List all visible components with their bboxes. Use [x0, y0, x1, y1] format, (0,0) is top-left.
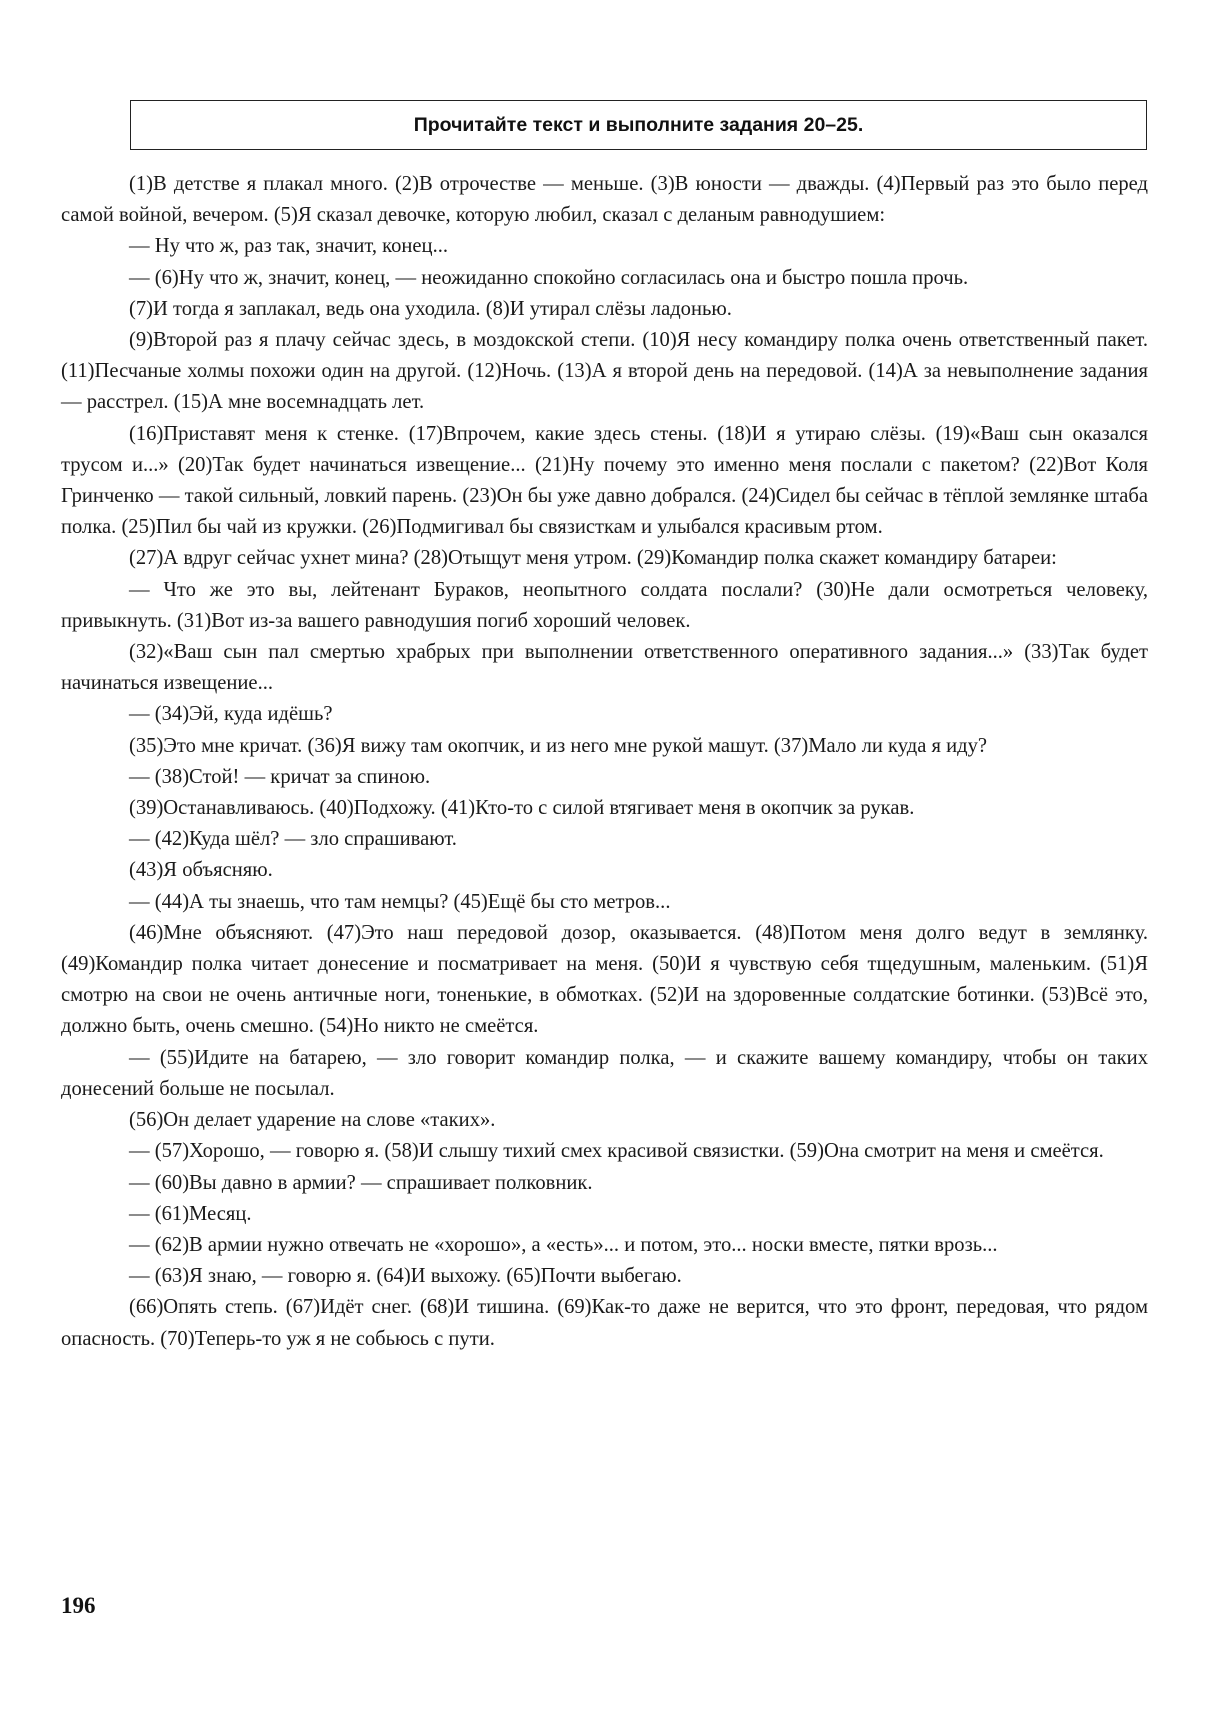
paragraph: — Что же это вы, лейтенант Бураков, неопытного солдата послали? (30)Не дали осмотреться человеку, привыкнуть. (31)Вот из-за вашего равнодушия погиб хороший человек.: [61, 578, 1148, 632]
paragraph: — (44)А ты знаешь, что там немцы? (45)Ещё бы сто метров...: [129, 890, 671, 913]
story-text: [61, 169, 1148, 1355]
paragraph: (35)Это мне кричат. (36)Я вижу там окопчик, и из него мне рукой машут. (37)Мало ли куда я иду?: [129, 734, 988, 757]
task-header-box: [130, 100, 1147, 150]
paragraph: — (55)Идите на батарею, — зло говорит командир полка, — и скажите вашему командиру, чтобы он таких донесений больше не посылал.: [61, 1046, 1148, 1100]
task-header-title: Прочитайте текст и выполните задания 20–25.: [413, 113, 864, 136]
paragraph: (39)Останавливаюсь. (40)Подхожу. (41)Кто-то с силой втягивает меня в окопчик за рукав.: [129, 797, 915, 820]
paragraph: (56)Он делает ударение на слове «таких».: [129, 1109, 496, 1132]
paragraph: — (38)Стой! — кричат за спиною.: [129, 765, 431, 788]
paragraph: (46)Мне объясняют. (47)Это наш передовой дозор, оказывается. (48)Потом меня долго ведут в землянку. (49)Командир полка читает донесение и посматривает на меня. (50)И я чувствую себя тщедушным, маленьким. (51)Я смотрю на свои не очень античные ноги, тоненькие, в обмотках. (52)И на здоровенные солдатские ботинки. (53)Всё это, должно быть, очень смешно. (54)Но никто не смеётся.: [61, 921, 1148, 1038]
paragraph: — (60)Вы давно в армии? — спрашивает полковник.: [129, 1171, 593, 1194]
paragraph: (16)Приставят меня к стенке. (17)Впрочем, какие здесь стены. (18)И я утираю слёзы. (19)«Ваш сын оказался трусом и...» (20)Так будет начинаться извещение... (21)Ну почему это именно меня послали с пакетом? (22)Вот Коля Гринченко — такой сильный, ловкий парень. (23)Он бы уже давно добрался. (24)Сидел бы сейчас в тёплой землянке штаба полка. (25)Пил бы чай из кружки. (26)Подмигивал бы связисткам и улыбался красивым ртом.: [61, 422, 1148, 539]
paragraph: — (61)Месяц.: [129, 1202, 252, 1225]
page-number: 196: [61, 1593, 96, 1618]
paragraph: (9)Второй раз я плачу сейчас здесь, в моздокской степи. (10)Я несу командиру полка очень ответственный пакет. (11)Песчаные холмы похожи один на другой. (12)Ночь. (13)А я второй день на передовой. (14)А за невыполнение задания — расстрел. (15)А мне восемнадцать лет.: [61, 329, 1148, 414]
paragraph: (27)А вдруг сейчас ухнет мина? (28)Отыщут меня утром. (29)Командир полка скажет командиру батареи:: [129, 547, 1057, 570]
paragraph: — (6)Ну что ж, значит, конец, — неожиданно спокойно согласилась она и быстро пошла прочь.: [129, 266, 969, 289]
paragraph: — (57)Хорошо, — говорю я. (58)И слышу тихий смех красивой связистки. (59)Она смотрит на меня и смеётся.: [129, 1140, 1104, 1163]
paragraph: — (42)Куда шёл? — зло спрашивают.: [129, 828, 457, 851]
paragraph: (1)В детстве я плакал много. (2)В отрочестве — меньше. (3)В юности — дважды. (4)Первый раз это было перед самой войной, вечером. (5)Я сказал девочке, которую любил, сказал с деланым равнодушием:: [61, 173, 1148, 227]
paragraph: — (62)В армии нужно отвечать не «хорошо», а «есть»... и потом, это... носки вместе, пятки врозь...: [129, 1233, 998, 1256]
paragraph: (32)«Ваш сын пал смертью храбрых при выполнении ответственного оперативного задания...» (33)Так будет начинаться извещение...: [61, 641, 1148, 695]
paragraph: (43)Я объясняю.: [129, 859, 273, 882]
paragraph: — Ну что ж, раз так, значит, конец...: [129, 235, 449, 258]
paragraph: — (34)Эй, куда идёшь?: [129, 703, 333, 726]
paragraph: (66)Опять степь. (67)Идёт снег. (68)И тишина. (69)Как-то даже не верится, что это фронт, передовая, что рядом опасность. (70)Теперь-то уж я не собьюсь с пути.: [61, 1296, 1148, 1350]
paragraph: (7)И тогда я заплакал, ведь она уходила. (8)И утирал слёзы ладонью.: [129, 297, 732, 320]
paragraph: — (63)Я знаю, — говорю я. (64)И выхожу. (65)Почти выбегаю.: [129, 1265, 682, 1288]
